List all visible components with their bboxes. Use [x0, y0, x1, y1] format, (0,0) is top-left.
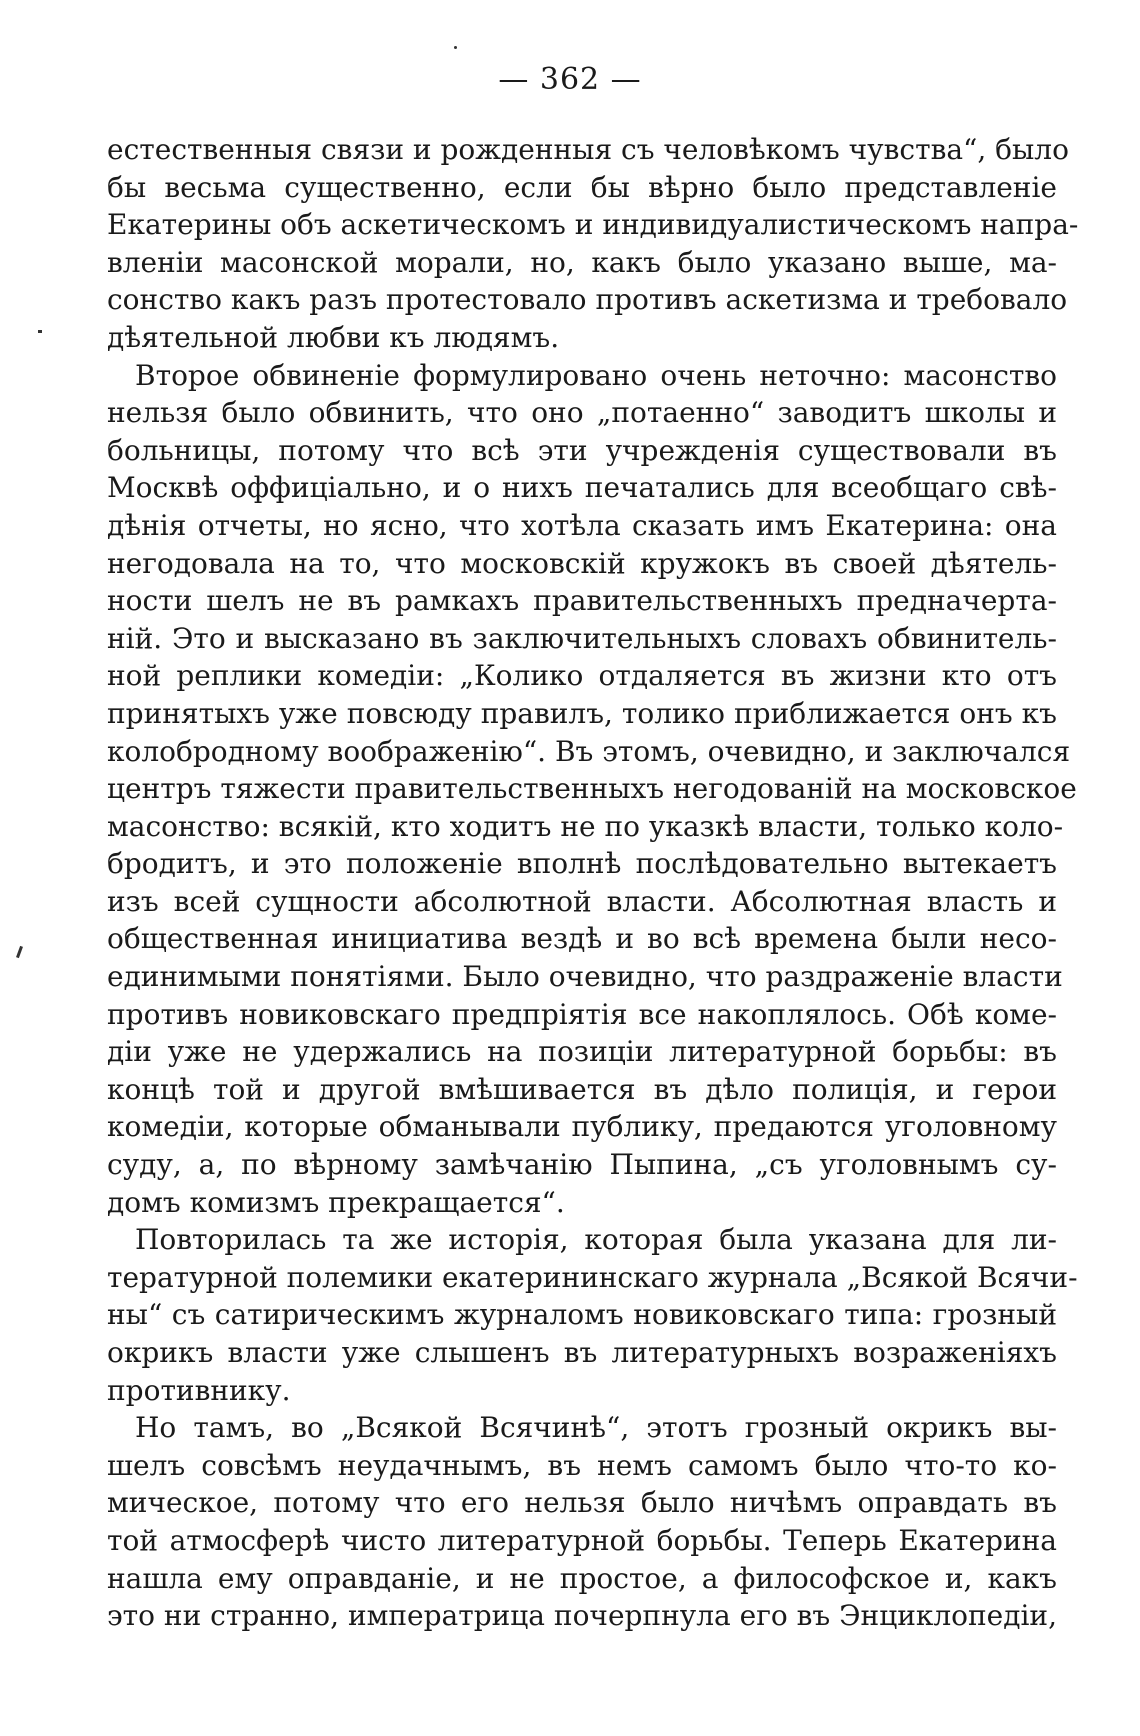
- text-line: принятыхъ уже повсюду правилъ, толико приближается онъ къ: [107, 696, 1057, 730]
- text-line: ности шелъ не въ рамкахъ правительственныхъ предначерта-: [107, 584, 1057, 618]
- text-line: изъ всей сущности абсолютной власти. Абсолютная власть и: [107, 884, 1057, 918]
- ink-speck: [454, 46, 457, 49]
- text-line: окрикъ власти уже слышенъ въ литературныхъ возраженіяхъ: [107, 1336, 1057, 1369]
- text-line: ной реплики комедіи: „Колико отдаляется въ жизни кто отъ: [107, 659, 1057, 693]
- page-number: — 362 —: [498, 62, 642, 97]
- text-line: колобродному воображенію“. Въ этомъ, очевидно, и заключался: [107, 734, 1071, 768]
- text-line: естественныя связи и рожденныя съ человѣкомъ чувства“, было: [107, 133, 1069, 166]
- text-line: ны“ съ сатирическимъ журналомъ новиковскаго типа: грозный: [107, 1298, 1057, 1332]
- margin-mark: [38, 330, 42, 333]
- text-line: общественная инициатива вездѣ и во всѣ времена были несо-: [107, 922, 1057, 956]
- margin-mark: [16, 946, 23, 958]
- text-line: мическое, потому что его нельзя было ничѣмъ оправдать въ: [107, 1486, 1057, 1520]
- text-line: бы весьма существенно, если бы вѣрно было представленіе: [107, 170, 1057, 204]
- text-line: противнику.: [107, 1373, 291, 1407]
- text-line: центръ тяжести правительственныхъ негодованій на московское: [107, 772, 1077, 806]
- text-line: вленіи масонской морали, но, какъ было указано выше, ма-: [107, 245, 1057, 279]
- text-line: дѣнія отчеты, но ясно, что хотѣла сказать имъ Екатерина: она: [107, 508, 1057, 542]
- body-text: [107, 131, 1079, 1635]
- text-line: противъ новиковскаго предпріятія все накоплялось. Обѣ коме-: [107, 997, 1057, 1031]
- text-line: концѣ той и другой вмѣшивается въ дѣло полиція, и герои: [107, 1072, 1057, 1106]
- text-line: бродитъ, и это положеніе вполнѣ послѣдовательно вытекаетъ: [107, 847, 1057, 881]
- text-line: это ни странно, императрица почерпнула его въ Энциклопедіи,: [107, 1599, 1057, 1633]
- text-line: комедіи, которые обманывали публику, предаются уголовному: [107, 1110, 1057, 1144]
- text-line: суду, а, по вѣрному замѣчанію Пыпина, „съ уголовнымъ су-: [107, 1148, 1057, 1182]
- text-line: Второе обвиненіе формулировано очень неточно: масонство: [135, 358, 1057, 392]
- text-line: сонство какъ разъ протестовало противъ аскетизма и требовало: [107, 283, 1068, 317]
- text-line: Екатерины объ аскетическомъ и индивидуалистическомъ напра-: [107, 208, 1079, 242]
- text-line: Москвѣ оффиціально, и о нихъ печатались для всеобщаго свѣ-: [107, 471, 1057, 505]
- text-line: больницы, потому что всѣ эти учрежденія существовали въ: [107, 433, 1057, 467]
- text-line: Но тамъ, во „Всякой Всячинѣ“, этотъ грозный окрикъ вы-: [135, 1411, 1057, 1445]
- text-line: ній. Это и высказано въ заключительныхъ словахъ обвинитель-: [107, 621, 1057, 655]
- text-line: Повторилась та же исторія, которая была указана для ли-: [135, 1223, 1057, 1257]
- text-line: дѣятельной любви къ людямъ.: [107, 320, 560, 354]
- text-line: нашла ему оправданіе, и не простое, а философское и, какъ: [107, 1561, 1057, 1595]
- text-line: тературной полемики екатерининскаго журнала „Всякой Всячи-: [107, 1260, 1078, 1294]
- text-line: той атмосферѣ чисто литературной борьбы. Теперь Екатерина: [107, 1523, 1057, 1557]
- text-line: шелъ совсѣмъ неудачнымъ, въ немъ самомъ было что-то ко-: [107, 1448, 1057, 1482]
- text-line: домъ комизмъ прекращается“.: [107, 1185, 565, 1219]
- text-line: негодовала на то, что московскій кружокъ въ своей дѣятель-: [107, 546, 1057, 580]
- text-line: единимыми понятіями. Было очевидно, что раздраженіе власти: [107, 960, 1063, 994]
- text-line: діи уже не удержались на позиціи литературной борьбы: въ: [107, 1035, 1057, 1069]
- text-line: нельзя было обвинить, что оно „потаенно“ заводитъ школы и: [107, 396, 1057, 430]
- text-line: масонство: всякій, кто ходитъ не по указкѣ власти, только коло-: [107, 809, 1064, 843]
